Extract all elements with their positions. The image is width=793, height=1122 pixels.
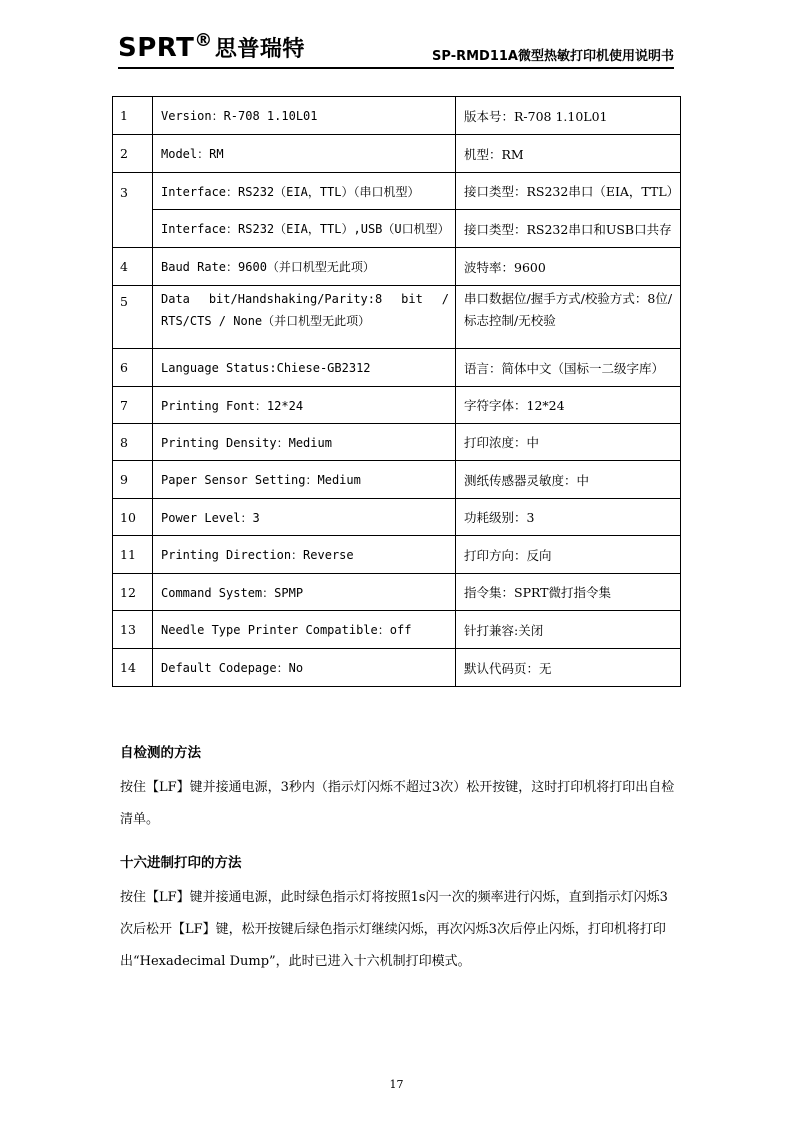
self-test-paragraph: 按住【LF】键并接通电源，3秒内（指示灯闪烁不超过3次）松开按键，这时打印机将打印出自检清单。 [120,780,675,827]
spec-en: Printing Density：Medium [153,424,456,461]
spec-cn: 测纸传感器灵敏度：中 [456,461,681,499]
spec-en: Needle Type Printer Compatible：off [153,611,456,649]
header-rule [118,67,674,69]
spec-en: Version：R-708 1.10L01 [153,97,456,135]
hex-dump-paragraph: 按住【LF】键并接通电源，此时绿色指示灯将按照1s闪一次的频率进行闪烁，直到指示灯闪烁3次后松开【LF】键，松开按键后绿色指示灯继续闪烁，再次闪烁3次后停止闪烁，打印机将打印出“Hexadecimal Dump”，此时已进入十六机制打印模式。 [120,890,668,969]
row-number: 12 [113,574,153,611]
spec-cn: 波特率：9600 [456,248,681,286]
spec-cn: 打印方向：反向 [456,536,681,574]
spec-cn: 针打兼容:关闭 [456,611,681,649]
table-row [113,387,681,424]
row-number: 1 [113,97,153,135]
page-number: 17 [389,1078,404,1091]
row-number: 11 [113,536,153,574]
table-row [113,173,681,210]
spec-cn: 串口数据位/握手方式/校验方式：8位/标志控制/无校验 [456,286,681,349]
spec-cn: 功耗级别：3 [456,499,681,536]
spec-cn: 接口类型：RS232串口和USB口共存 [456,210,681,248]
registered-mark: ® [194,30,213,51]
table-row [113,97,681,135]
hex-dump-heading: 十六进制打印的方法 [120,855,242,871]
spec-en: Baud Rate：9600（并口机型无此项） [153,248,456,286]
spec-cn: 版本号：R-708 1.10L01 [456,97,681,135]
row-number: 5 [113,286,153,349]
spec-cn: 机型：RM [456,135,681,173]
spec-cn: 字符字体：12*24 [456,387,681,424]
spec-en: Model：RM [153,135,456,173]
table-row [113,286,681,349]
row-number: 10 [113,499,153,536]
row-number: 6 [113,349,153,387]
table-row [113,135,681,173]
spec-en: Default Codepage：No [153,649,456,687]
table-row [113,649,681,687]
page-header [118,32,674,68]
spec-en: Command System：SPMP [153,574,456,611]
table-row [113,248,681,286]
row-number: 4 [113,248,153,286]
table-row [113,574,681,611]
table-row [113,499,681,536]
spec-en: Printing Font：12*24 [153,387,456,424]
row-number: 9 [113,461,153,499]
row-number [113,173,153,248]
row-number-text: 3 [120,184,128,200]
spec-en: Interface：RS232（EIA，TTL）（串口机型） [153,173,456,210]
table-row [113,536,681,574]
spec-cn: 默认代码页：无 [456,649,681,687]
document-title: SP-RMD11A微型热敏打印机使用说明书 [432,49,674,64]
spec-cn: 语言：简体中文（国标一二级字库） [456,349,681,387]
row-number: 8 [113,424,153,461]
row-number: 14 [113,649,153,687]
row-number: 7 [113,387,153,424]
spec-en: Printing Direction：Reverse [153,536,456,574]
brand-name: SPRT [118,33,195,63]
table-row [113,424,681,461]
spec-en: Paper Sensor Setting：Medium [153,461,456,499]
table-row [113,349,681,387]
spec-en: Interface：RS232（EIA，TTL）,USB（U口机型） [153,210,456,248]
spec-cn: 打印浓度：中 [456,424,681,461]
row-number: 2 [113,135,153,173]
spec-en: Power Level：3 [153,499,456,536]
brand-logo [118,32,305,63]
spec-en: Language Status:Chiese-GB2312 [153,349,456,387]
table-row [113,210,681,248]
table-row [113,461,681,499]
table-row [113,611,681,649]
spec-cn: 指令集：SPRT微打指令集 [456,574,681,611]
spec-table [112,96,681,687]
spec-cn: 接口类型：RS232串口（EIA，TTL） [456,173,681,210]
self-test-heading: 自检测的方法 [120,745,201,761]
brand-name-cn: 思普瑞特 [214,37,305,62]
spec-en: Data bit/Handshaking/Parity:8 bit / RTS/CTS / None（并口机型无此项） [153,286,456,349]
row-number: 13 [113,611,153,649]
